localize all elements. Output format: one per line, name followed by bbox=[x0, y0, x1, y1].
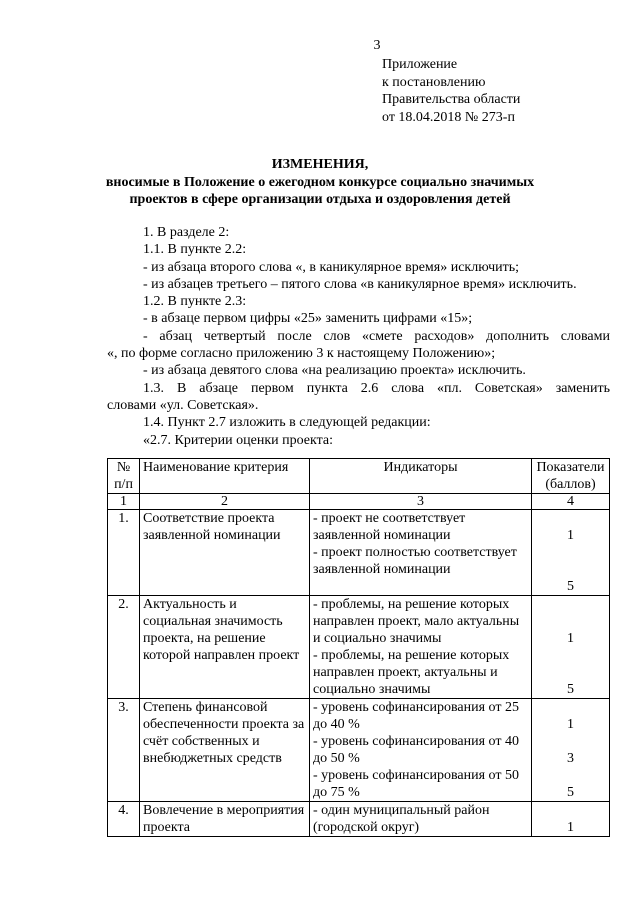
score-value bbox=[535, 510, 606, 527]
indicator: - проект полностью соответствует заявленной номинации bbox=[313, 545, 517, 577]
indicator: - проект не соответствует заявленной номинации bbox=[313, 511, 466, 543]
title-subtitle-line: вносимые в Положение о ежегодном конкурсе социально значимых bbox=[105, 174, 535, 190]
header-name: Наименование критерия bbox=[140, 459, 310, 494]
title-heading: ИЗМЕНЕНИЯ, bbox=[271, 157, 369, 172]
score-value: 1 bbox=[567, 717, 574, 732]
table-header-row bbox=[108, 459, 610, 494]
score-cell bbox=[532, 699, 610, 802]
score-value: 5 bbox=[567, 682, 574, 697]
score-value bbox=[535, 647, 606, 664]
indicator: - уровень софинансирования от 25 до 40 % bbox=[313, 700, 519, 732]
indicator: - уровень софинансирования от 40 до 50 % bbox=[313, 734, 519, 766]
score-value bbox=[535, 733, 606, 750]
criterion-name: Степень финансовой обеспеченности проекта за счёт собственных и внебюджетных средств bbox=[140, 699, 310, 802]
score-value bbox=[535, 596, 606, 613]
paragraph: словами «ул. Советская». bbox=[107, 397, 259, 413]
criteria-table bbox=[107, 458, 610, 837]
score-value: 1 bbox=[567, 528, 574, 543]
row-num: 2. bbox=[108, 596, 140, 699]
row-num: 4. bbox=[108, 802, 140, 837]
page-number: 3 bbox=[373, 38, 381, 53]
score-value bbox=[535, 767, 606, 784]
score-value: 5 bbox=[567, 785, 574, 800]
column-number: 4 bbox=[532, 494, 610, 510]
paragraph: «, по форме согласно приложению 3 к настоящему Положению»; bbox=[107, 346, 496, 362]
table-row bbox=[108, 510, 610, 596]
score-value bbox=[535, 802, 606, 819]
indicators-cell bbox=[310, 596, 532, 699]
row-num: 3. bbox=[108, 699, 140, 802]
score-cell bbox=[532, 510, 610, 596]
score-value: 1 bbox=[567, 631, 574, 646]
appendix-line: к постановлению bbox=[382, 74, 486, 90]
appendix-line: Правительства области bbox=[382, 92, 521, 107]
score-value bbox=[535, 561, 606, 578]
paragraph: 1.1. В пункте 2.2: bbox=[143, 242, 247, 258]
score-cell bbox=[532, 596, 610, 699]
paragraph: - из абзаца второго слова «, в каникулярное время» исключить; bbox=[143, 259, 520, 275]
column-number-row bbox=[108, 494, 610, 510]
indicators-cell bbox=[310, 510, 532, 596]
indicators-cell bbox=[310, 802, 532, 837]
score-value bbox=[535, 664, 606, 681]
paragraph: 1.3. В абзаце первом пункта 2.6 слова «пл. Советская» заменить bbox=[143, 380, 610, 396]
paragraph: 1.4. Пункт 2.7 изложить в следующей редакции: bbox=[143, 415, 431, 431]
document-title bbox=[0, 156, 640, 209]
header-indicators: Индикаторы bbox=[310, 459, 532, 494]
table-row bbox=[108, 596, 610, 699]
score-value bbox=[535, 699, 606, 716]
indicator: - проблемы, на решение которых направлен проект, актуальны и социально значимы bbox=[313, 648, 510, 697]
column-number: 1 bbox=[108, 494, 140, 510]
column-number: 3 bbox=[310, 494, 532, 510]
criterion-name: Соответствие проекта заявленной номинации bbox=[140, 510, 310, 596]
score-value bbox=[535, 544, 606, 561]
paragraph: - в абзаце первом цифры «25» заменить цифрами «15»; bbox=[143, 311, 473, 327]
paragraph: - из абзаца девятого слова «на реализацию проекта» исключить. bbox=[143, 363, 526, 379]
paragraph: - абзац четвертый после слов «смете расходов» дополнить словами bbox=[143, 328, 610, 344]
indicator: - уровень софинансирования от 50 до 75 % bbox=[313, 768, 519, 800]
appendix-line: от 18.04.2018 № 273-п bbox=[382, 109, 515, 125]
document-body bbox=[107, 224, 610, 449]
appendix-line: Приложение bbox=[382, 57, 458, 72]
score-value bbox=[535, 613, 606, 630]
table-row bbox=[108, 699, 610, 802]
indicators-cell bbox=[310, 699, 532, 802]
paragraph: 1. В разделе 2: bbox=[143, 225, 230, 240]
criterion-name: Актуальность и социальная значимость проекта, на решение которой направлен проект bbox=[140, 596, 310, 699]
appendix-block bbox=[382, 56, 520, 126]
paragraph: «2.7. Критерии оценки проекта: bbox=[143, 432, 334, 448]
score-cell bbox=[532, 802, 610, 837]
header-num: № п/п bbox=[108, 459, 140, 494]
score-value: 5 bbox=[567, 579, 574, 594]
paragraph: - из абзацев третьего – пятого слова «в каникулярное время» исключить. bbox=[143, 276, 577, 292]
title-subtitle-line: проектов в сфере организации отдыха и оздоровления детей bbox=[129, 192, 511, 207]
table-row bbox=[108, 802, 610, 837]
column-number: 2 bbox=[140, 494, 310, 510]
row-num: 1. bbox=[108, 510, 140, 596]
score-value: 1 bbox=[567, 820, 574, 835]
paragraph: 1.2. В пункте 2.3: bbox=[143, 294, 247, 310]
header-score: Показатели (баллов) bbox=[532, 459, 610, 494]
indicator: - проблемы, на решение которых направлен проект, мало актуальны и социально значимы bbox=[313, 597, 520, 646]
score-value: 3 bbox=[567, 751, 574, 766]
indicator: - один муниципальный район (городской округ) bbox=[313, 803, 490, 835]
criterion-name: Вовлечение в мероприятия проекта bbox=[140, 802, 310, 837]
